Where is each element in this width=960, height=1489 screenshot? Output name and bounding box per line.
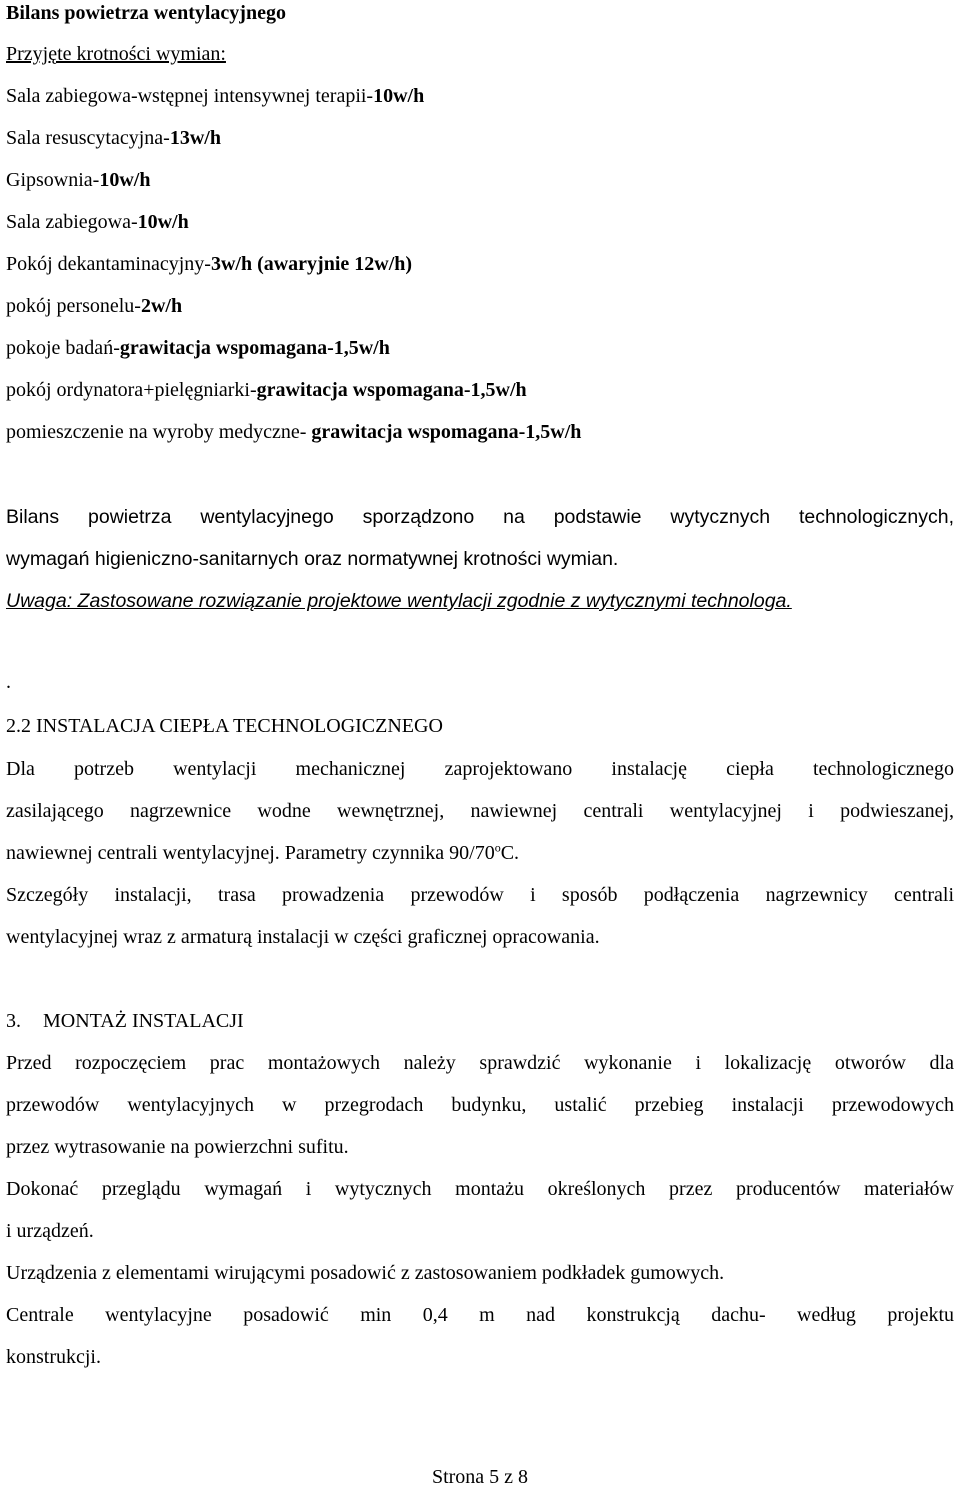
rate-item: Pokój dekantaminacyjny-3w/h (awaryjnie 12w/h) xyxy=(6,253,413,275)
paragraph-line: Centrale wentylacyjne posadowić min 0,4 m nad konstrukcją dachu- według projektu xyxy=(6,1304,954,1326)
bilans-basis-text: wymagań higieniczno-sanitarnych oraz normatywnej krotności wymian. xyxy=(6,548,619,570)
section-3-number: 3. xyxy=(6,1010,21,1032)
rates-header: Przyjęte krotności wymian: xyxy=(6,43,226,65)
bilans-note: Uwaga: Zastosowane rozwiązanie projektowe wentylacji zgodnie z wytycznymi technologa. xyxy=(6,590,792,612)
section-3-heading xyxy=(6,1009,244,1033)
section-22-heading: 2.2 INSTALACJA CIEPŁA TECHNOLOGICZNEGO xyxy=(6,715,443,737)
paragraph-line: konstrukcji. xyxy=(6,1346,101,1368)
paragraph-line: Dla potrzeb wentylacji mechanicznej zaprojektowano instalację ciepła technologicznego xyxy=(6,758,954,780)
paragraph-line: i urządzeń. xyxy=(6,1220,94,1242)
paragraph-line: Szczegóły instalacji, trasa prowadzenia przewodów i sposób podłączenia nagrzewnicy centrali xyxy=(6,884,954,906)
paragraph-line: Dokonać przeglądu wymagań i wytycznych montażu określonych przez producentów materiałów xyxy=(6,1178,954,1200)
rate-item: pokoje badań-grawitacja wspomagana-1,5w/h xyxy=(6,337,390,359)
section-3-title: MONTAŻ INSTALACJI xyxy=(43,1010,244,1032)
paragraph-line: wentylacyjnej wraz z armaturą instalacji w części graficznej opracowania. xyxy=(6,926,600,948)
rate-item: pomieszczenie na wyroby medyczne- grawitacja wspomagana-1,5w/h xyxy=(6,421,582,443)
rate-item: Sala zabiegowa-10w/h xyxy=(6,211,189,233)
rate-item: Sala zabiegowa-wstępnej intensywnej terapii-10w/h xyxy=(6,85,425,107)
stray-dot: . xyxy=(6,671,11,693)
bilans-title: Bilans powietrza wentylacyjnego xyxy=(6,2,286,24)
rate-item: Gipsownia-10w/h xyxy=(6,169,151,191)
rate-item: pokój ordynatora+pielęgniarki-grawitacja wspomagana-1,5w/h xyxy=(6,379,527,401)
paragraph-line: Urządzenia z elementami wirującymi posadowić z zastosowaniem podkładek gumowych. xyxy=(6,1262,725,1284)
degree-superscript: o xyxy=(494,840,501,855)
paragraph-line: przez wytrasowanie na powierzchni sufitu. xyxy=(6,1136,349,1158)
rate-item: Sala resuscytacyjna-13w/h xyxy=(6,127,221,149)
paragraph-line: Przed rozpoczęciem prac montażowych należy sprawdzić wykonanie i lokalizację otworów dla xyxy=(6,1052,954,1074)
paragraph-line: zasilającego nagrzewnice wodne wewnętrznej, nawiewnej centrali wentylacyjnej i podwieszanej, xyxy=(6,800,954,822)
bilans-basis-text: Bilans powietrza wentylacyjnego sporządzono na podstawie wytycznych technologicznych, xyxy=(6,506,954,528)
page-number: Strona 5 z 8 xyxy=(431,1466,529,1488)
paragraph-line: przewodów wentylacyjnych w przegrodach budynku, ustalić przebieg instalacji przewodowych xyxy=(6,1094,954,1116)
paragraph-line: nawiewnej centrali wentylacyjnej. Parametry czynnika 90/70$^o$C. xyxy=(6,840,520,864)
rate-item: pokój personelu-2w/h xyxy=(6,295,183,317)
